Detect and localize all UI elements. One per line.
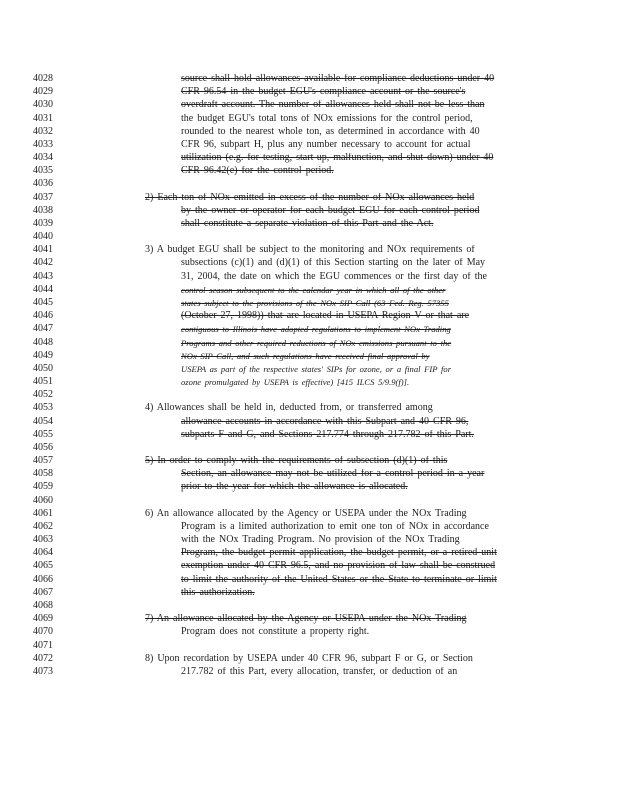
line-number: 4033 — [33, 138, 53, 150]
line-number: 4040 — [33, 231, 53, 243]
line-number: 4035 — [33, 165, 53, 177]
line-number: 4050 — [33, 362, 53, 374]
text-line: 5) In order to comply with the requirements of subsection (d)(1) of this — [145, 456, 448, 467]
line-number: 4062 — [33, 520, 53, 532]
line-number: 4039 — [33, 217, 53, 229]
text-line: CFR 96.54 in the budget EGU's compliance account or the source's — [181, 87, 466, 98]
text-line: 3) A budget EGU shall be subject to the monitoring and NOx requirements of — [145, 245, 475, 256]
text-line: prior to the year for which the allowance is allocated. — [181, 482, 408, 493]
line-number: 4069 — [33, 613, 53, 625]
line-number: 4042 — [33, 257, 53, 269]
line-number: 4052 — [33, 389, 53, 401]
text-line: 31, 2004, the date on which the EGU commences or the first day of the — [181, 271, 487, 282]
text-line: states subject to the provisions of the NOx SIP Call (63 Fed. Reg. 57355 — [181, 297, 449, 308]
text-line: USEPA as part of the respective states' SIPs for ozone, or a final FIP for — [181, 363, 452, 374]
text-line: exemption under 40 CFR 96.5, and no provision of law shall be construed — [181, 561, 496, 572]
text-line: 217.782 of this Part, every allocation, transfer, or deduction of an — [181, 666, 458, 677]
text-line: subparts F and G, and Sections 217.774 through 217.782 of this Part. — [181, 429, 474, 440]
text-line: Section, an allowance may not be utilized for a control period in a year — [181, 469, 485, 480]
line-number: 4063 — [33, 534, 53, 546]
line-number: 4058 — [33, 468, 53, 480]
line-number: 4038 — [33, 204, 53, 216]
text-line: allowance accounts in accordance with this Subpart and 40 CFR 96, — [181, 416, 469, 427]
line-number: 4053 — [33, 402, 53, 414]
text-line: Program is a limited authorization to emit one ton of NOx in accordance — [181, 521, 489, 532]
text-line: 4) Allowances shall be held in, deducted from, or transferred among — [145, 403, 433, 414]
line-number: 4048 — [33, 336, 53, 348]
text-line: with the NOx Trading Program. No provision of the NOx Trading — [181, 535, 460, 546]
line-number: 4046 — [33, 310, 53, 322]
line-number: 4045 — [33, 296, 53, 308]
text-line: 7) An allowance allocated by the Agency or USEPA under the NOx Trading — [145, 614, 467, 625]
line-number: 4059 — [33, 481, 53, 493]
text-line: this authorization. — [181, 587, 255, 598]
line-number: 4057 — [33, 455, 53, 467]
line-number: 4066 — [33, 573, 53, 585]
text-line: ozone promulgated by USEPA is effective) [415 ILCS 5/9.9(f)]. — [181, 377, 410, 388]
line-number: 4073 — [33, 665, 53, 677]
line-number: 4072 — [33, 652, 53, 664]
text-line: by the owner or operator for each budget EGU for each control period — [181, 205, 480, 216]
line-number: 4060 — [33, 494, 53, 506]
text-line: utilization (e.g. for testing, start-up, malfunction, and shut down) under 40 — [181, 153, 494, 164]
line-number: 4043 — [33, 270, 53, 282]
line-number: 4034 — [33, 152, 53, 164]
text-line: source shall hold allowances available for compliance deductions under 40 — [181, 74, 495, 84]
line-number: 4049 — [33, 349, 53, 361]
line-number: 4054 — [33, 415, 53, 427]
line-number: 4037 — [33, 191, 53, 203]
text-line: Program, the budget permit application, the budget permit, or a retired unit — [181, 548, 497, 559]
text-line: CFR 96, subpart H, plus any number necessary to account for actual — [181, 139, 471, 150]
text-line: rounded to the nearest whole ton, as determined in accordance with 40 — [181, 126, 480, 137]
line-number: 4068 — [33, 600, 53, 611]
text-line: NOx SIP Call, and such regulations have received final approval by — [181, 350, 430, 361]
text-line: to limit the authority of the United States or the State to terminate or limit — [181, 574, 497, 585]
line-number: 4055 — [33, 428, 53, 440]
text-line: subsections (c)(1) and (d)(1) of this Section starting on the later of May — [181, 258, 486, 269]
line-number: 4044 — [33, 283, 53, 295]
text-line: shall constitute a separate violation of this Part and the Act. — [181, 218, 434, 229]
text-line: 2) Each ton of NOx emitted in excess of the number of NOx allowances held — [145, 192, 475, 203]
text-line: CFR 96.42(e) for the control period. — [181, 166, 334, 177]
text-line: the budget EGU's total tons of NOx emissions for the control period, — [181, 113, 473, 124]
line-number: 4041 — [33, 244, 53, 256]
text-line: 8) Upon recordation by USEPA under 40 CFR 96, subpart F or G, or Section — [145, 653, 473, 664]
line-number: 4070 — [33, 626, 53, 638]
text-line: overdraft account. The number of allowances held shall not be less than — [181, 100, 485, 111]
line-number: 4036 — [33, 178, 53, 190]
text-line: 6) An allowance allocated by the Agency or USEPA under the NOx Trading — [145, 508, 467, 519]
text-line: Program does not constitute a property right. — [181, 627, 370, 638]
line-number: 4047 — [33, 323, 53, 335]
line-number: 4067 — [33, 586, 53, 598]
line-number: 4029 — [33, 86, 53, 98]
text-line: control season subsequent to the calendar year in which all of the other — [181, 284, 446, 295]
line-number: 4064 — [33, 547, 53, 559]
text-line: Programs and other required reductions of NOx emissions pursuant to the — [181, 337, 452, 348]
line-number: 4065 — [33, 560, 53, 572]
line-number: 4051 — [33, 376, 53, 388]
line-number: 4032 — [33, 125, 53, 137]
line-number: 4061 — [33, 507, 53, 519]
text-line: contiguous to Illinois have adopted regulations to implement NOx Trading — [181, 324, 451, 335]
line-number: 4056 — [33, 441, 53, 453]
text-line: (October 27, 1998)) that are located in USEPA Region V or that are — [181, 311, 470, 322]
line-number: 4071 — [33, 639, 53, 651]
line-number: 4028 — [33, 73, 53, 84]
line-number: 4031 — [33, 112, 53, 124]
line-number: 4030 — [33, 99, 53, 111]
